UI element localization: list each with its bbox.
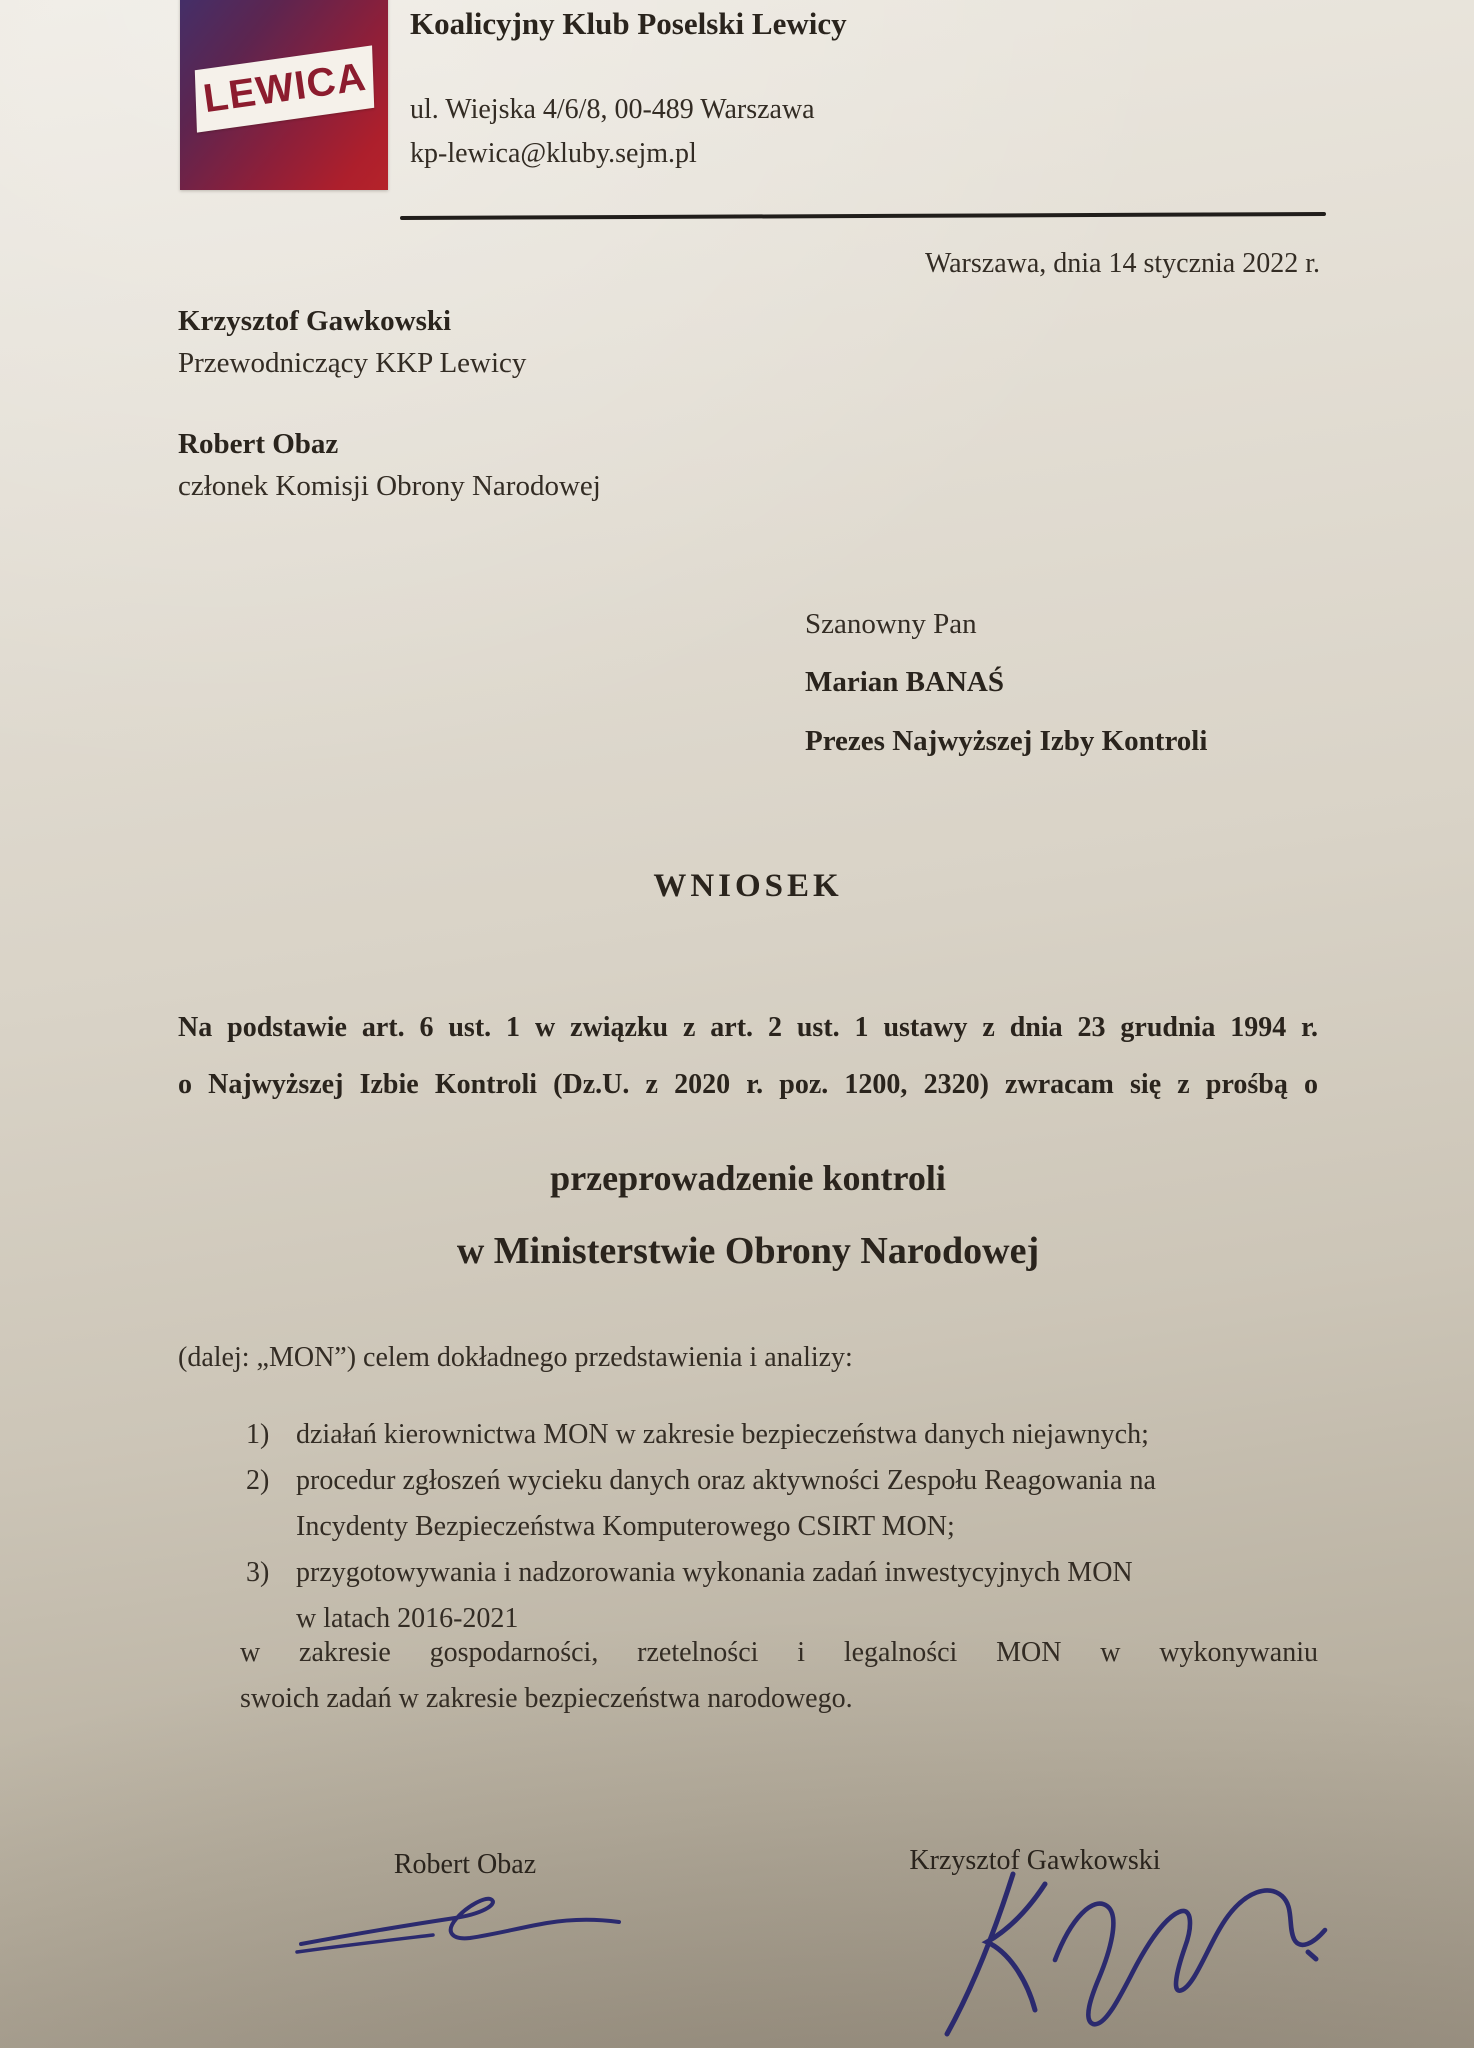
list-item-line: procedur zgłoszeń wycieku danych oraz aktywności Zespołu Reagowania na	[296, 1465, 1156, 1496]
signature-name-robert-obaz: Robert Obaz	[393, 1849, 537, 1880]
recipient-name: Marian BANAŚ	[805, 666, 1004, 698]
list-item-number: 3)	[246, 1557, 270, 1588]
sender-2-title: członek Komisji Obrony Narodowej	[178, 470, 601, 502]
signature-name-krzysztof-gawkowski: Krzysztof Gawkowski	[909, 1845, 1161, 1876]
list-item-number: 2)	[246, 1465, 270, 1496]
header-divider	[400, 212, 1326, 220]
request-list	[246, 1412, 1318, 1642]
list-item-number: 1)	[246, 1419, 270, 1450]
closing-paragraph-line-1: w zakresie gospodarności, rzetelności i legalności MON w wykonywaniu	[240, 1637, 1318, 1668]
list-item	[246, 1412, 1318, 1458]
recipient-salutation: Szanowny Pan	[805, 608, 977, 640]
list-item-text: działań kierownictwa MON w zakresie bezpieczeństwa danych niejawnych;	[296, 1419, 1149, 1450]
list-item-text	[296, 1550, 1318, 1642]
list-item-line: przygotowywania i nadzorowania wykonania zadań inwestycyjnych MON	[296, 1557, 1133, 1588]
closing-paragraph-line-2: swoich zadań w zakresie bezpieczeństwa narodowego.	[240, 1683, 853, 1714]
list-item-text	[296, 1458, 1318, 1550]
recipient-title: Prezes Najwyższej Izby Kontroli	[805, 725, 1208, 757]
legal-basis-line-2: o Najwyższej Izbie Kontroli (Dz.U. z 2020 r. poz. 1200, 2320) zwracam się z prośbą o	[178, 1069, 1318, 1100]
request-heading-line-1: przeprowadzenie kontroli	[550, 1158, 946, 1198]
krzysztof-gawkowski-signature	[895, 1862, 1340, 2048]
sender-2-name: Robert Obaz	[178, 428, 339, 460]
organization-email: kp-lewica@kluby.sejm.pl	[410, 138, 697, 169]
document-title: WNIOSEK	[653, 868, 843, 904]
lewica-logo-text: LEWICA	[199, 55, 369, 122]
lewica-logo-banner	[194, 46, 373, 133]
organization-address: ul. Wiejska 4/6/8, 00-489 Warszawa	[410, 94, 815, 125]
intro-line: (dalej: „MON”) celem dokładnego przedstawienia i analizy:	[178, 1342, 853, 1373]
list-item	[246, 1550, 1318, 1642]
legal-basis-line-1: Na podstawie art. 6 ust. 1 w związku z art. 2 ust. 1 ustawy z dnia 23 grudnia 1994 r.	[178, 1012, 1318, 1043]
organization-name: Koalicyjny Klub Poselski Lewicy	[410, 6, 847, 41]
lewica-logo	[180, 0, 388, 190]
sender-1-title: Przewodniczący KKP Lewicy	[178, 347, 527, 379]
list-item	[246, 1458, 1318, 1550]
request-heading-line-2: w Ministerstwie Obrony Narodowej	[456, 1230, 1040, 1272]
list-item-line: w latach 2016-2021	[296, 1603, 519, 1634]
list-item-line: Incydenty Bezpieczeństwa Komputerowego CSIRT MON;	[296, 1511, 955, 1542]
sender-1-name: Krzysztof Gawkowski	[178, 305, 452, 337]
robert-obaz-signature	[295, 1888, 625, 1968]
date-line: Warszawa, dnia 14 stycznia 2022 r.	[924, 248, 1320, 279]
